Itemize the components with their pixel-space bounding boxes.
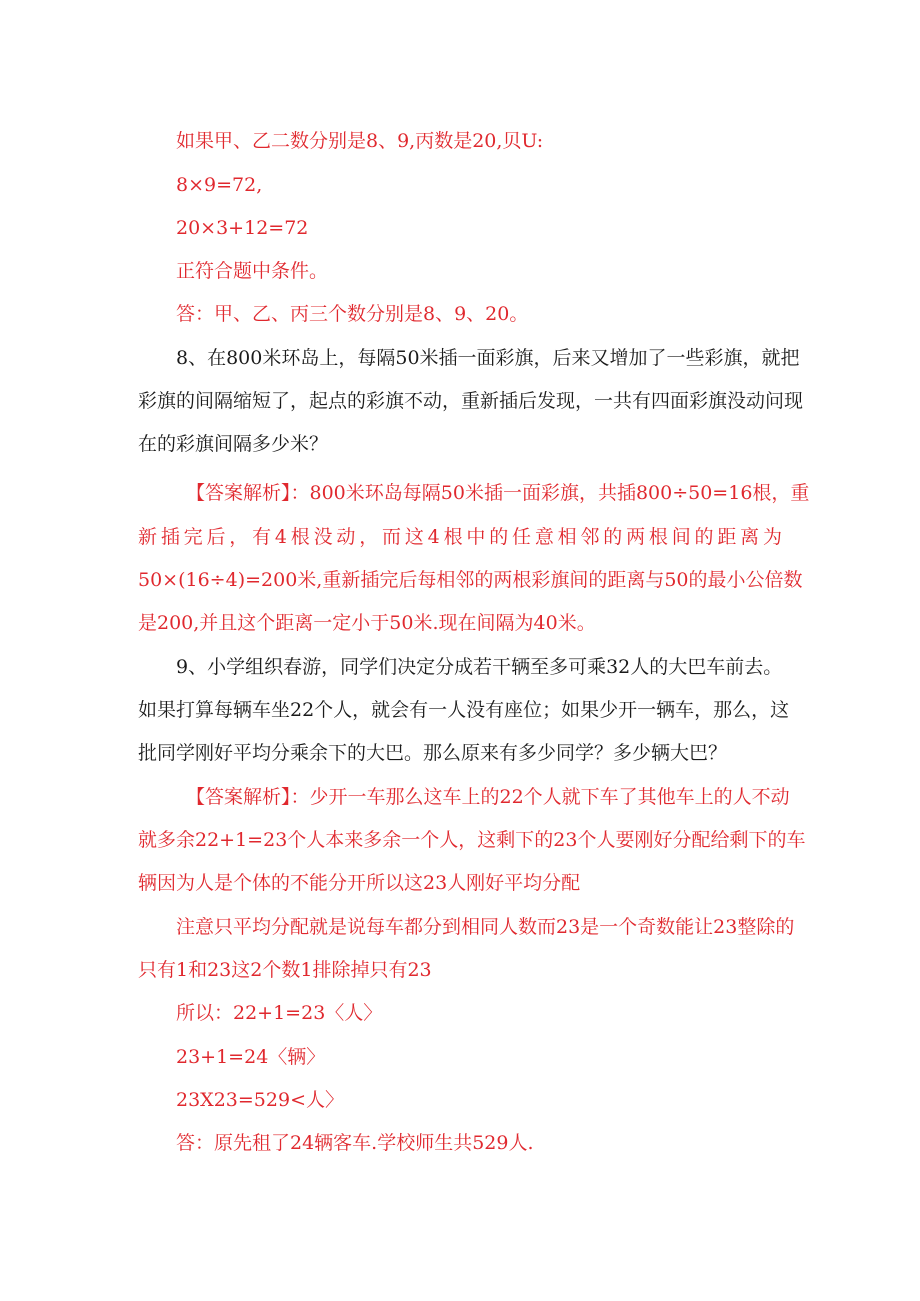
answer-8-line: 是200,并且这个距离一定小于50米.现在间隔为40米。 [138,612,596,634]
question-8-line: 在的彩旗间隔多少米？ [138,433,329,455]
answer-9-calc: 23+1=24〈辆〉 [176,1046,326,1068]
question-9-line: 批同学刚好平均分乘余下的大巴。那么原来有多少同学？多少辆大巴？ [138,742,728,764]
answer-9-calc: 23X23=529<人〉 [176,1089,344,1111]
answer-8-line: 【答案解析】：800米环岛每隔50米插一面彩旗，共插800÷50=16根，重 [186,482,810,504]
answer-9-note: 只有1和23这2个数1排除掉只有23 [138,959,432,981]
answer-8-line: 50×(16÷4)=200米,重新插完后每相邻的两根彩旗间的距离与50的最小公倍数 [138,569,803,591]
question-8-line: 彩旗的间隔缩短了，起点的彩旗不动，重新插后发现，一共有四面彩旗没动问现 [138,390,804,412]
answer-line: 20×3+12=72 [176,217,309,239]
question-9-line: 如果打算每辆车坐22个人，就会有一人没有座位；如果少开一辆车，那么，这 [138,699,790,721]
answer-9-calc: 所以：22+1=23〈人〉 [176,1002,383,1024]
answer-line: 8×9=72, [176,174,263,196]
answer-9-line: 【答案解析】：少开一车那么这车上的22个人就下车了其他车上的人不动 [186,786,790,808]
question-9-line: 9、小学组织春游，同学们决定分成若干辆至多可乘32人的大巴车前去。 [176,656,783,678]
question-8-line: 8、在800米环岛上，每隔50米插一面彩旗，后来又增加了一些彩旗，就把 [176,347,800,369]
answer-conclusion: 答：甲、乙、丙三个数分别是8、9、20。 [176,303,529,325]
answer-9-line: 就多余22+1=23个人本来多余一个人，这剩下的23个人要刚好分配给剩下的车 [138,829,806,851]
answer-line: 正符合题中条件。 [176,260,329,282]
answer-9-note: 注意只平均分配就是说每车都分到相同人数而23是一个奇数能让23整除的 [176,916,795,938]
answer-line: 如果甲、乙二数分别是8、9,丙数是20,贝U: [176,130,544,152]
answer-9-line: 辆因为人是个体的不能分开所以这23人刚好平均分配 [138,872,581,894]
answer-8-line: 新插完后，有4根没动，而这4根中的任意相邻的两根间的距离为 [138,526,782,548]
answer-9-conclusion: 答：原先租了24辆客车.学校师生共529人. [176,1132,534,1154]
